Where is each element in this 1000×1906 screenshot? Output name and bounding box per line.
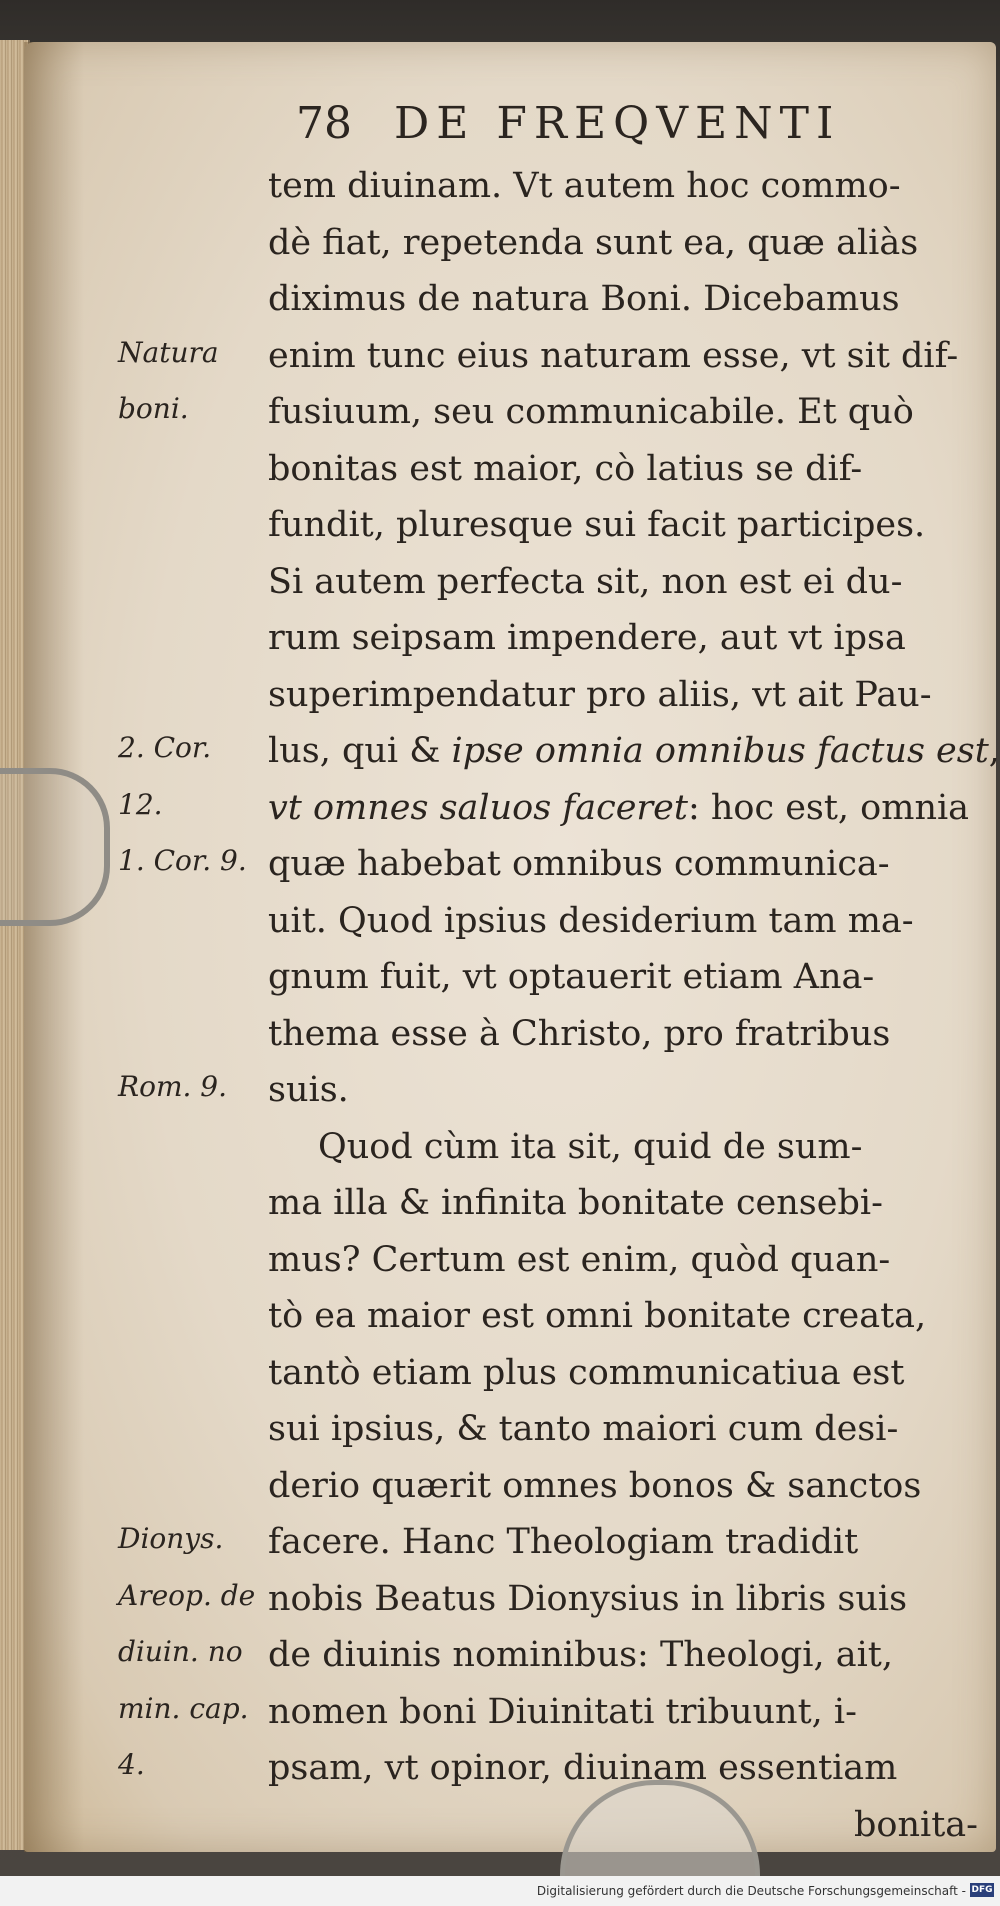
margin-note: diuin. no <box>118 1635 243 1668</box>
margin-note: 4. <box>118 1748 145 1781</box>
dfg-logo: DFG <box>971 1885 993 1895</box>
text-line: suis. <box>268 1070 349 1110</box>
margin-note: 2. Cor. <box>118 731 212 764</box>
text-line: gnum fuit, vt optauerit etiam Ana- <box>268 957 875 997</box>
text-line: bonita- <box>854 1804 978 1845</box>
text-line: vt omnes saluos faceret: hoc est, omnia <box>268 787 970 828</box>
text-line: dè fiat, repetenda sunt ea, quæ aliàs <box>268 222 919 263</box>
footer-credit: Digitalisierung gefördert durch die Deutsche Forschungsgemeinschaft - <box>536 1884 966 1898</box>
text-line: tantò etiam plus communicatiua est <box>268 1352 905 1393</box>
margin-note: 12. <box>118 787 163 821</box>
text-line: rum seipsam impendere, aut vt ipsa <box>268 618 906 658</box>
running-header <box>296 98 840 149</box>
text-line: tò ea maior est omni bonitate creata, <box>268 1296 927 1336</box>
margin-note: 1. Cor. 9. <box>118 844 247 877</box>
text-line: facere. Hanc Theologiam tradidit <box>268 1522 859 1562</box>
text-line: thema esse à Christo, pro fratribus <box>268 1013 891 1054</box>
text-line: Quod cùm ita sit, quid de sum- <box>318 1126 863 1167</box>
margin-note: Dionys. <box>118 1522 224 1555</box>
text-line: lus, qui & ipse omnia omnibus factus est <box>268 731 989 771</box>
text-line: uit. Quod ipsius desiderium tam ma- <box>268 900 914 941</box>
text-line: de diuinis nominibus: Theologi, ait, <box>268 1635 893 1675</box>
text-line: enim tunc eius naturam esse, vt sit dif- <box>268 335 959 376</box>
margin-note: Areop. de <box>118 1578 256 1612</box>
margin-note: min. cap. <box>118 1691 249 1725</box>
margin-note: boni. <box>118 392 189 425</box>
text-line: mus? Certum est enim, quòd quan- <box>268 1239 891 1280</box>
text-line: derio quærit omnes bonos & sanctos <box>268 1465 922 1506</box>
text-line: fusiuum, seu communicabile. Et quò <box>268 392 914 432</box>
text-line: psam, vt opinor, diuinam essentiam <box>268 1748 898 1788</box>
text-line: quæ habebat omnibus communica- <box>268 844 890 884</box>
text-line: nobis Beatus Dionysius in libris suis <box>268 1578 908 1619</box>
text-line: fundit, pluresque sui facit participes. <box>268 505 926 545</box>
page-clip-left <box>0 768 110 926</box>
text-line: bonitas est maior, cò latius se dif- <box>268 448 863 489</box>
text-line: superimpendatur pro aliis, vt ait Pau- <box>268 674 932 715</box>
margin-note: Natura <box>118 335 219 369</box>
page-number: 78 <box>296 98 352 149</box>
text-line: nomen boni Diuinitati tribuunt, i- <box>268 1691 857 1732</box>
page-gutter-shadow <box>24 42 84 1852</box>
text-line: tem diuinam. Vt autem hoc commo- <box>268 166 901 206</box>
margin-note: Rom. 9. <box>118 1070 228 1103</box>
text-line: ma illa & infinita bonitate censebi- <box>268 1183 883 1223</box>
text-line: Si autem perfecta sit, non est ei du- <box>268 561 903 602</box>
main-text <box>268 158 989 1853</box>
text-line: sui ipsius, & tanto maiori cum desi- <box>268 1409 899 1449</box>
text-line: diximus de natura Boni. Dicebamus <box>268 279 900 319</box>
running-title: DE FREQVENTI <box>394 98 841 149</box>
